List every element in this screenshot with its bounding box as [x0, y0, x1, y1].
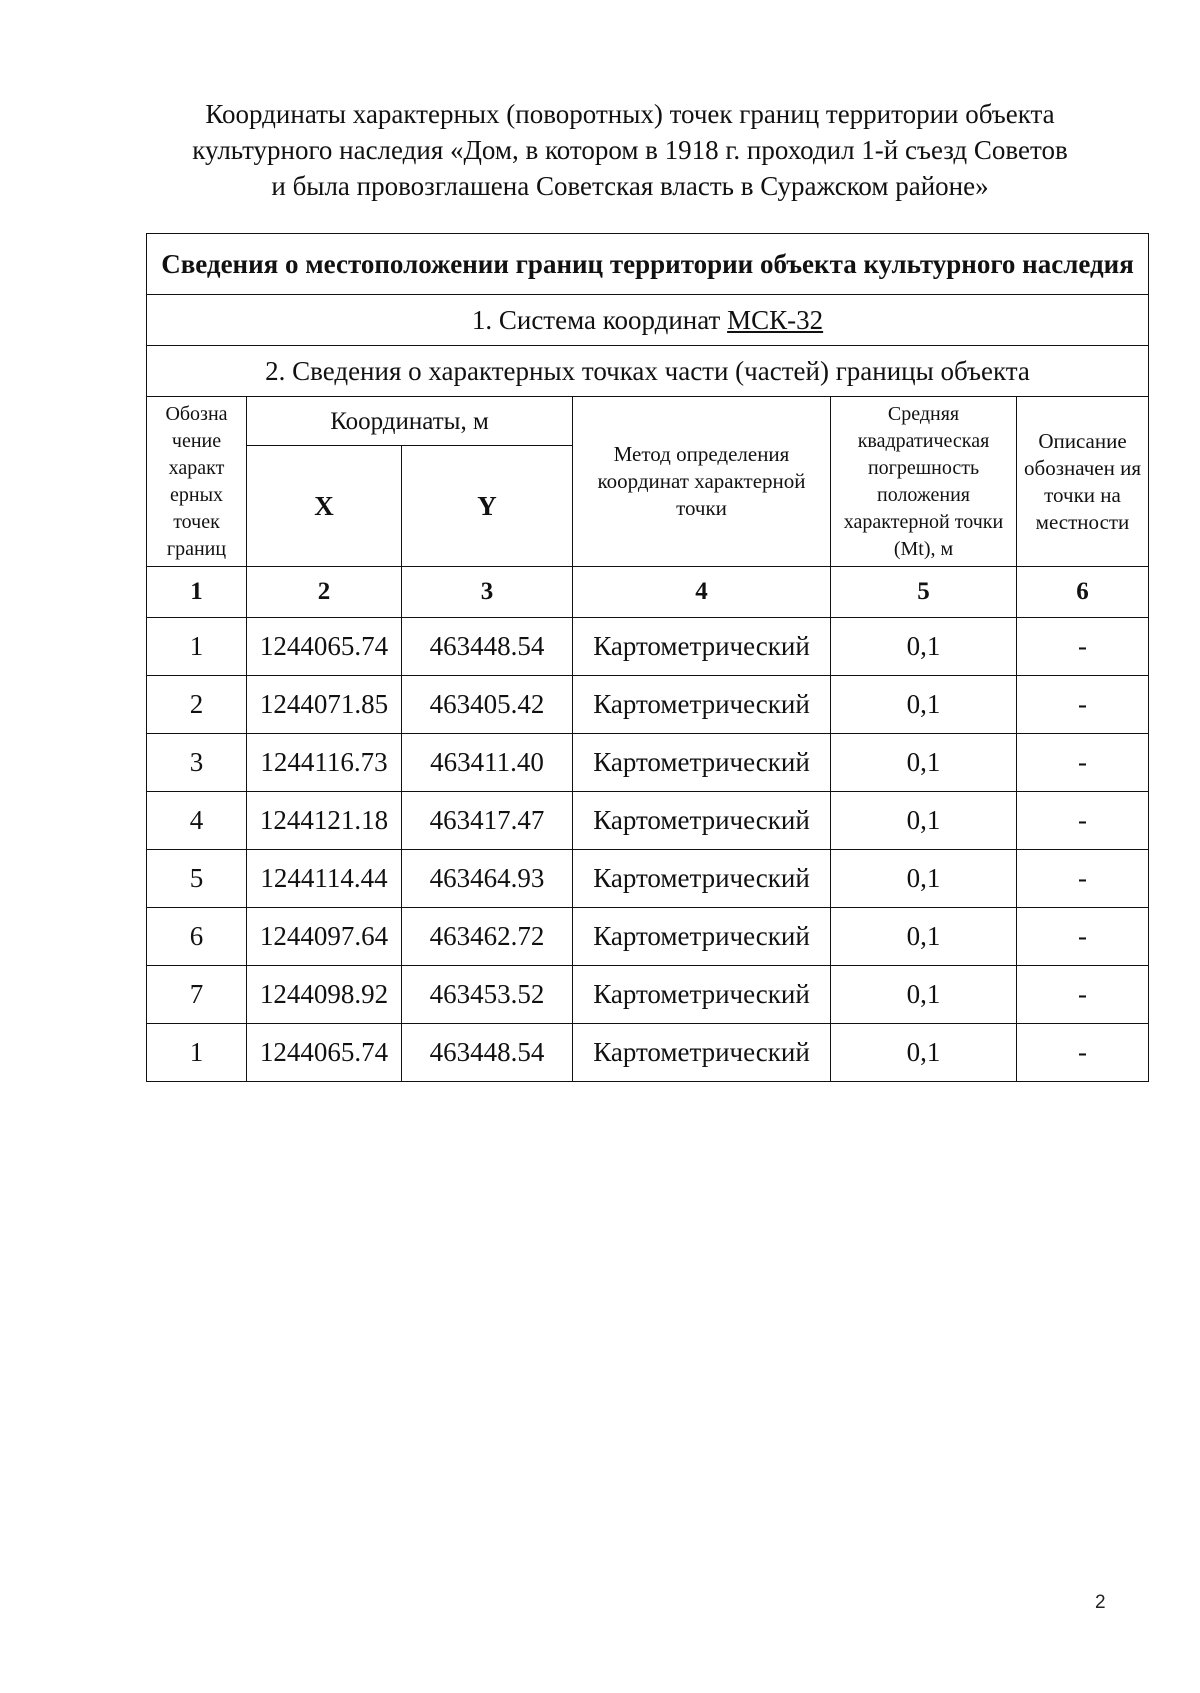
coord-system-label: 1. Система координат	[471, 304, 728, 335]
header-y: Y	[402, 446, 573, 567]
header-error: Средняя квадратическая погрешность положения характерной точки (Mt), м	[831, 397, 1017, 567]
table-row	[147, 966, 1149, 1024]
coord-system-value: МСК-32	[727, 304, 824, 335]
method: Картометрический	[573, 618, 831, 676]
description: -	[1017, 734, 1149, 792]
header-coordinates: Координаты, м	[247, 397, 573, 446]
header-x: X	[247, 446, 402, 567]
header-description: Описание обозначен ия точки на местности	[1017, 397, 1149, 567]
description: -	[1017, 792, 1149, 850]
point-id: 1	[147, 618, 247, 676]
table-row	[147, 676, 1149, 734]
point-id: 4	[147, 792, 247, 850]
document-title	[130, 96, 1130, 204]
header-designation: Обозна чение характ ерных точек границ	[147, 397, 247, 567]
description: -	[1017, 908, 1149, 966]
coord-x: 1244071.85	[247, 676, 402, 734]
method: Картометрический	[573, 850, 831, 908]
column-number: 1	[147, 567, 247, 618]
method: Картометрический	[573, 792, 831, 850]
method: Картометрический	[573, 1024, 831, 1082]
point-id: 3	[147, 734, 247, 792]
table-row	[147, 618, 1149, 676]
table-row	[147, 734, 1149, 792]
coord-y: 463448.54	[402, 1024, 573, 1082]
title-line: и была провозглашена Советская власть в Суражском районе»	[271, 171, 989, 201]
column-number: 5	[831, 567, 1017, 618]
coord-y: 463453.52	[402, 966, 573, 1024]
coordinates-table	[146, 233, 1149, 1082]
coord-system-cell	[147, 295, 1149, 346]
point-id: 2	[147, 676, 247, 734]
title-line: Координаты характерных (поворотных) точек границ территории объекта	[205, 99, 1055, 129]
page-number: 2	[1095, 1592, 1106, 1613]
description: -	[1017, 618, 1149, 676]
description: -	[1017, 1024, 1149, 1082]
table-row	[147, 792, 1149, 850]
table-row	[147, 1024, 1149, 1082]
error: 0,1	[831, 792, 1017, 850]
error: 0,1	[831, 1024, 1017, 1082]
point-id: 7	[147, 966, 247, 1024]
column-number: 3	[402, 567, 573, 618]
column-number: 4	[573, 567, 831, 618]
column-number-row	[147, 567, 1149, 618]
error: 0,1	[831, 676, 1017, 734]
coord-y: 463462.72	[402, 908, 573, 966]
coord-x: 1244121.18	[247, 792, 402, 850]
error: 0,1	[831, 734, 1017, 792]
coord-y: 463464.93	[402, 850, 573, 908]
coord-y: 463448.54	[402, 618, 573, 676]
method: Картометрический	[573, 676, 831, 734]
coord-x: 1244098.92	[247, 966, 402, 1024]
points-info-row	[147, 346, 1149, 397]
method: Картометрический	[573, 908, 831, 966]
section-header-row	[147, 234, 1149, 295]
coord-system-row	[147, 295, 1149, 346]
points-info-cell: 2. Сведения о характерных точках части (частей) границы объекта	[147, 346, 1149, 397]
coord-y: 463411.40	[402, 734, 573, 792]
coord-x: 1244097.64	[247, 908, 402, 966]
coord-x: 1244065.74	[247, 618, 402, 676]
coord-y: 463405.42	[402, 676, 573, 734]
header-method: Метод определения координат характерной точки	[573, 397, 831, 567]
title-line: культурного наследия «Дом, в котором в 1918 г. проходил 1-й съезд Советов	[192, 135, 1068, 165]
table-row	[147, 908, 1149, 966]
point-id: 6	[147, 908, 247, 966]
description: -	[1017, 676, 1149, 734]
method: Картометрический	[573, 734, 831, 792]
coord-y: 463417.47	[402, 792, 573, 850]
coord-x: 1244065.74	[247, 1024, 402, 1082]
point-id: 1	[147, 1024, 247, 1082]
section-title: Сведения о местоположении границ территории объекта культурного наследия	[147, 234, 1149, 295]
coord-x: 1244114.44	[247, 850, 402, 908]
error: 0,1	[831, 850, 1017, 908]
description: -	[1017, 850, 1149, 908]
coord-x: 1244116.73	[247, 734, 402, 792]
column-number: 2	[247, 567, 402, 618]
error: 0,1	[831, 618, 1017, 676]
header-row	[147, 397, 1149, 446]
table-row	[147, 850, 1149, 908]
method: Картометрический	[573, 966, 831, 1024]
point-id: 5	[147, 850, 247, 908]
description: -	[1017, 966, 1149, 1024]
error: 0,1	[831, 966, 1017, 1024]
error: 0,1	[831, 908, 1017, 966]
column-number: 6	[1017, 567, 1149, 618]
